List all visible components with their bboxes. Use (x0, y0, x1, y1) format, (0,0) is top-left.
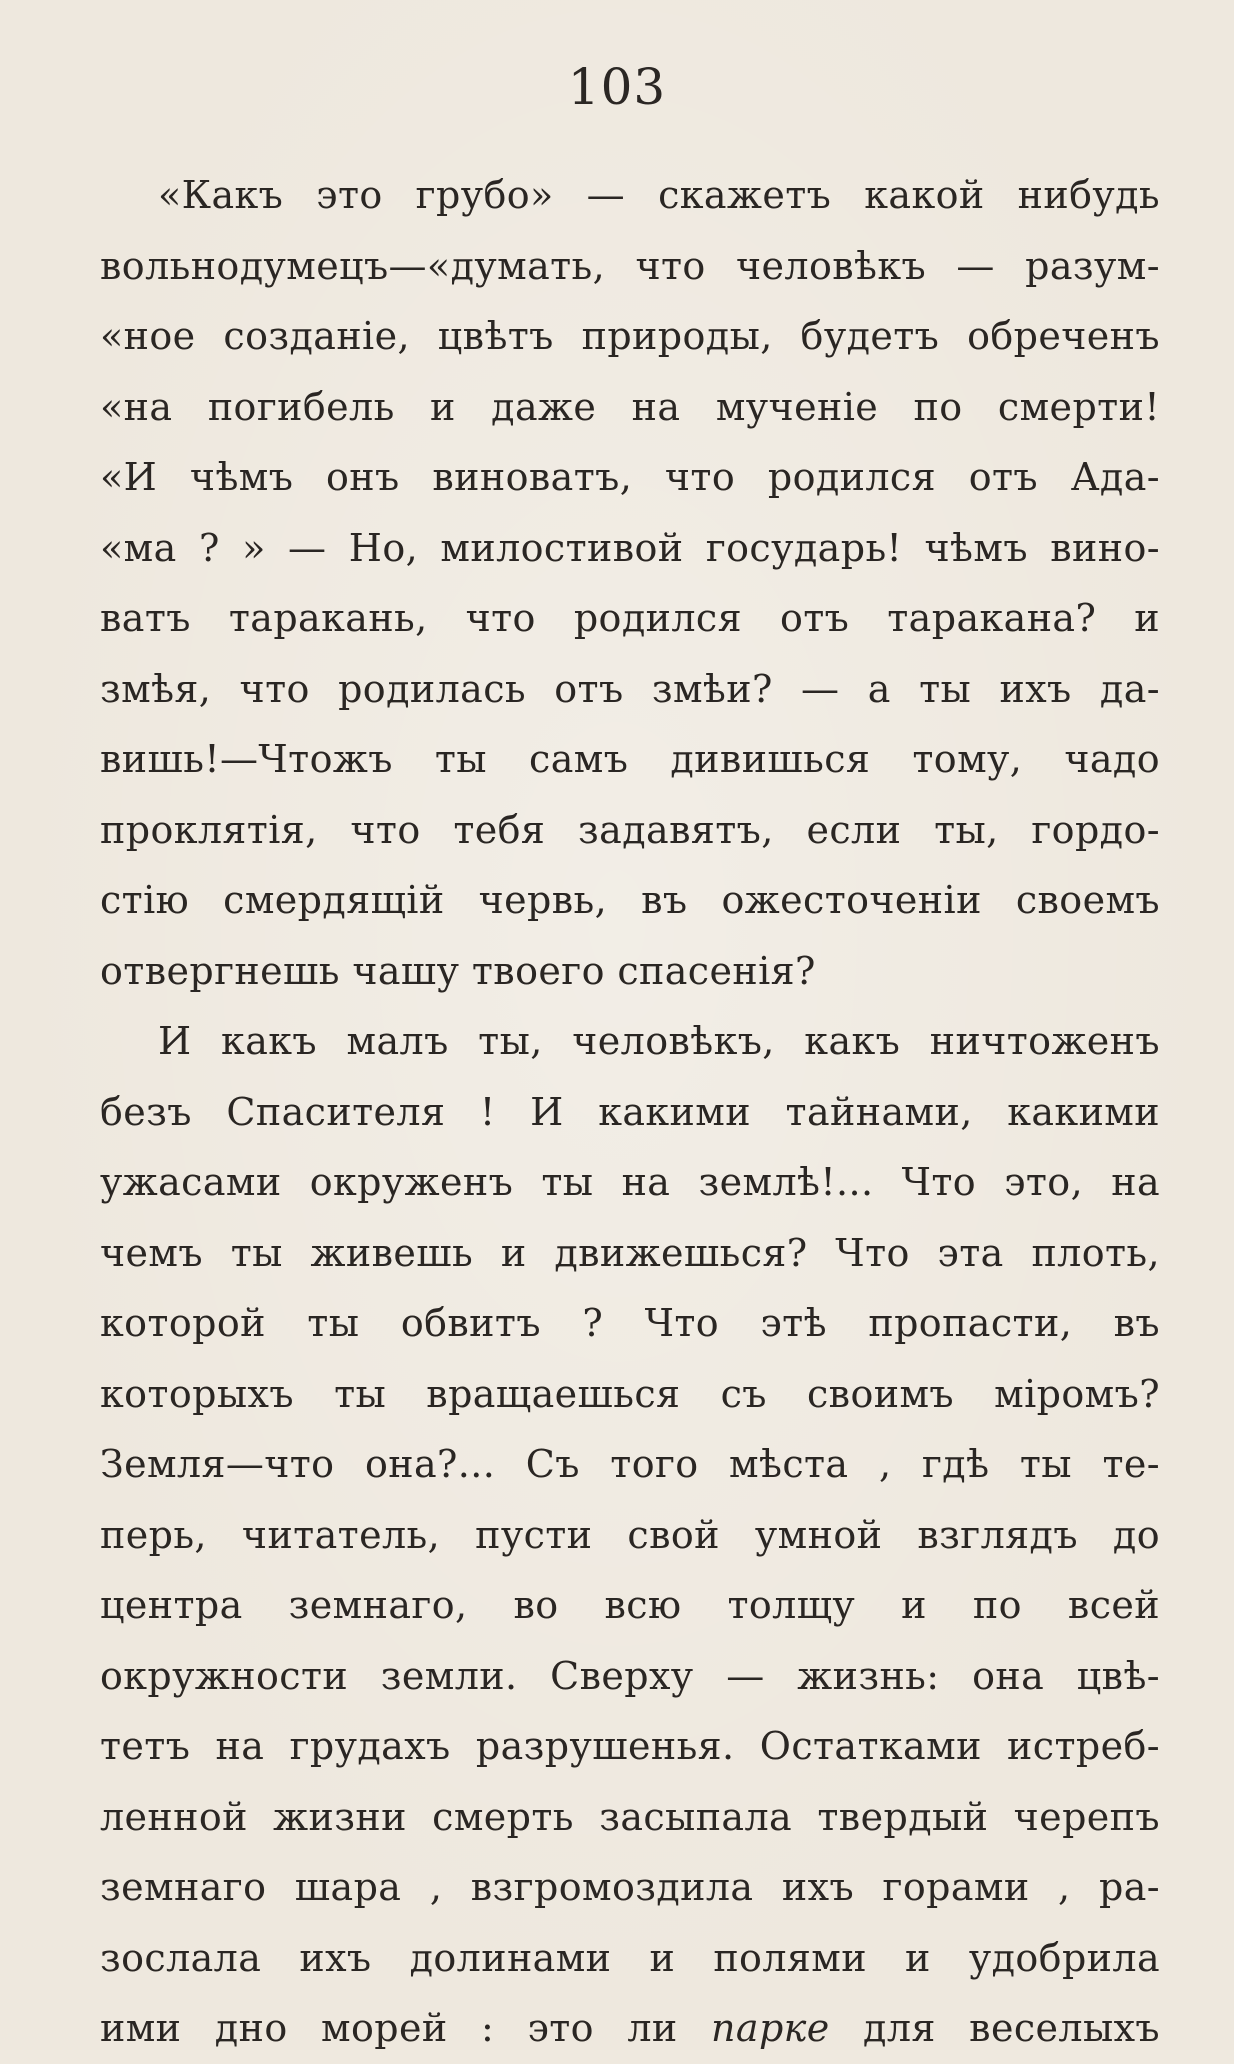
body-text (100, 160, 1160, 2064)
text-line: вишь!—Чтожъ ты самъ дивишься тому, чадо (100, 737, 1160, 781)
text-line: Земля—что она?... Съ того мѣста , гдѣ ты те- (100, 1442, 1160, 1486)
text-line-last (100, 1993, 1160, 2064)
text-line: которыхъ ты вращаешься съ своимъ міромъ? (100, 1371, 1160, 1416)
text-line: которой ты обвитъ ? Что этѣ пропасти, въ (100, 1301, 1160, 1345)
text-fragment: для веселыхъ (829, 2006, 1160, 2050)
text-line: «ма ? » — Но, милостивой государь! чѣмъ вино- (100, 525, 1160, 570)
text-line: тетъ на грудахъ разрушенья. Остатками истреб- (100, 1724, 1160, 1768)
text-line: змѣя, что родилась отъ змѣи? — а ты ихъ да- (100, 666, 1160, 711)
text-line: безъ Спасителя ! И какими тайнами, какими (100, 1089, 1160, 1134)
italic-word: парке (711, 2006, 830, 2050)
text-line: ужасами окруженъ ты на землѣ!... Что это, на (100, 1160, 1160, 1204)
text-line: зослала ихъ долинами и полями и удобрила (100, 1935, 1160, 1980)
text-line: «Какъ это грубо» — скажетъ какой нибудь (158, 173, 1160, 217)
text-line: центра земнаго, во всю толщу и по всей (100, 1583, 1160, 1627)
text-line: чемъ ты живешь и движешься? Что эта плоть, (100, 1230, 1160, 1275)
text-line: стію смердящій червь, въ ожесточеніи своемъ (100, 878, 1160, 922)
text-fragment: ими дно морей : это ли (100, 2006, 712, 2050)
text-line: «на погибель и даже на мученіе по смерти! (100, 384, 1160, 429)
text-line: отвергнешь чашу твоего спасенія? (100, 948, 816, 993)
text-line: проклятія, что тебя задавятъ, если ты, гордо- (100, 807, 1160, 852)
text-line: И какъ малъ ты, человѣкъ, какъ ничтоженъ (158, 1019, 1160, 1063)
text-line: «ное созданіе, цвѣтъ природы, будетъ обреченъ (100, 314, 1160, 358)
text-line: вольнодумецъ—«думать, что человѣкъ — разум- (100, 243, 1160, 288)
text-line: окружности земли. Сверху — жизнь: она цвѣ- (100, 1653, 1160, 1698)
text-line: земнаго шара , взгромоздила ихъ горами , ра- (100, 1865, 1160, 1909)
text-line: ватъ таракань, что родился отъ таракана? и (100, 596, 1160, 640)
page-number: 103 (567, 58, 667, 116)
text-line: ленной жизни смерть засыпала твердый черепъ (100, 1794, 1160, 1839)
text-line: «И чѣмъ онъ виноватъ, что родился отъ Ада- (100, 455, 1160, 499)
text-line: перь, читатель, пусти свой умной взглядъ до (100, 1512, 1160, 1557)
